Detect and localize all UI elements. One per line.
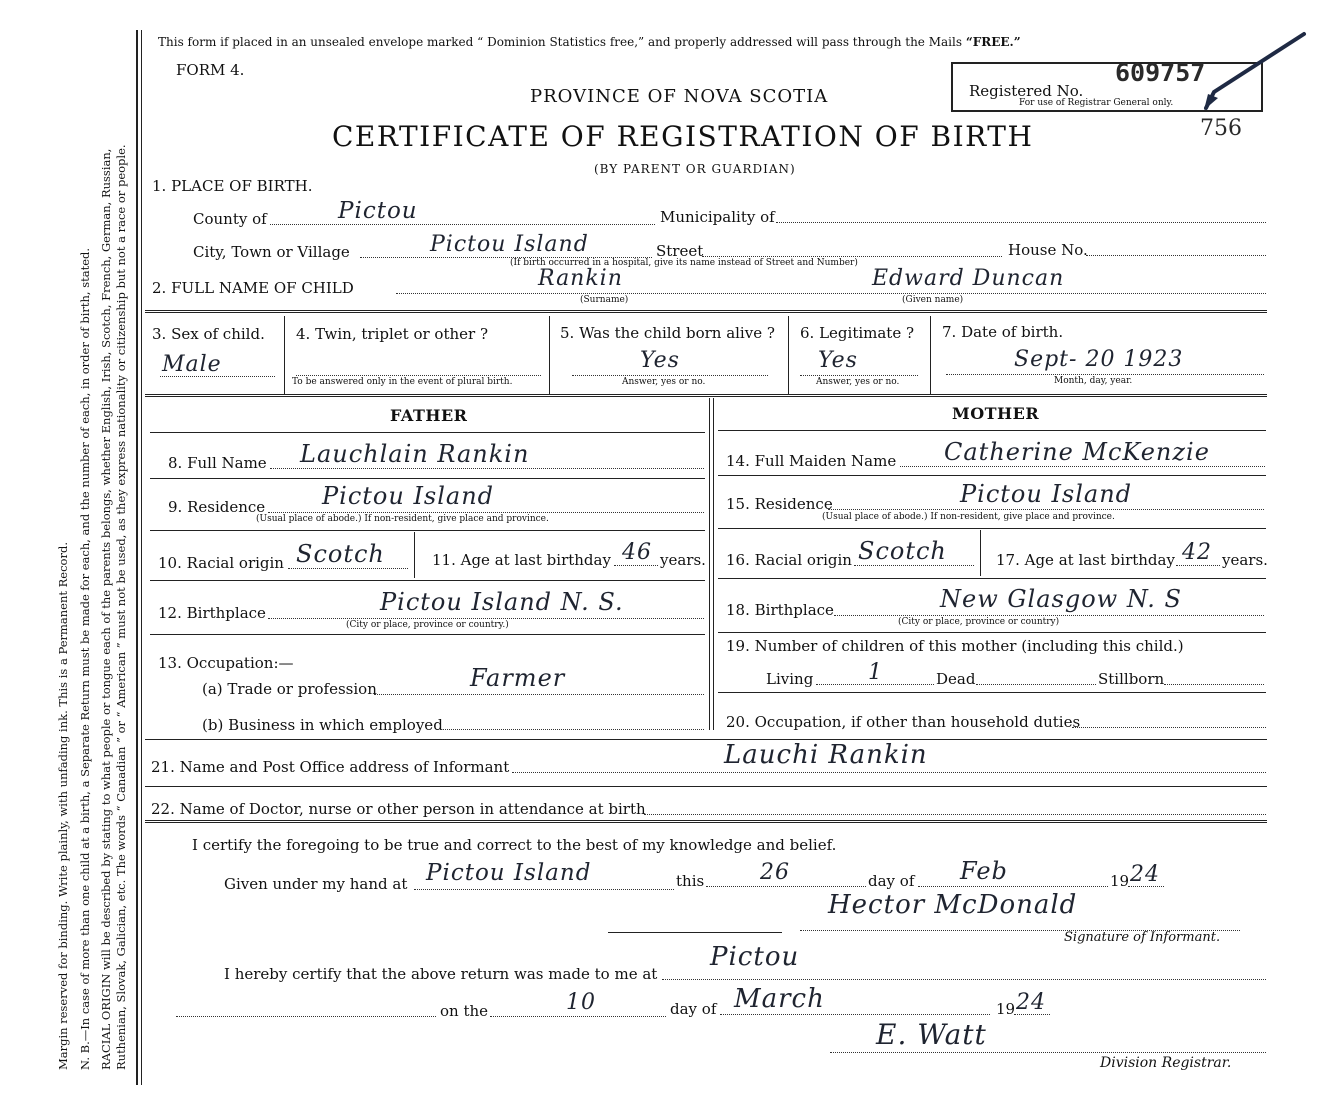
father-name-line [270, 468, 704, 469]
father-birthplace-caption: (City or place, province or country.) [346, 620, 509, 630]
binding-rule-inner [141, 30, 142, 1085]
municipality-label: Municipality of [660, 208, 775, 226]
alive-label: 5. Was the child born alive ? [560, 324, 775, 342]
dead-line [976, 684, 1096, 685]
dead-label: Dead [936, 670, 976, 688]
father-birthplace-line [268, 618, 704, 619]
mother-birthplace-line [834, 615, 1264, 616]
given-place-value: Pictou Island [426, 860, 592, 886]
trade-line [374, 694, 704, 695]
street-label: Street [656, 242, 704, 260]
alive-caption: Answer, yes or no. [622, 377, 706, 387]
informant-value: Lauchi Rankin [724, 740, 928, 770]
father-rule-0 [150, 432, 705, 433]
rule-after-row [145, 394, 1267, 397]
city-value: Pictou Island [430, 232, 589, 257]
legitimate-label: 6. Legitimate ? [800, 324, 915, 342]
province-heading: PROVINCE OF NOVA SCOTIA [530, 86, 829, 107]
registrar-signature: E. Watt [876, 1018, 987, 1051]
rule-after-doctor [145, 820, 1267, 823]
occupation-label: 13. Occupation:— [158, 654, 294, 672]
mother-years-label: years. [1222, 551, 1268, 569]
registrar-text: I hereby certify that the above return was made to me at [224, 965, 658, 983]
cell-div-1 [284, 316, 285, 394]
stillborn-label: Stillborn [1098, 670, 1165, 688]
mother-age-value: 42 [1182, 540, 1212, 565]
legitimate-caption: Answer, yes or no. [816, 377, 900, 387]
mother-rule-1 [718, 475, 1266, 476]
mother-racial-value: Scotch [858, 537, 947, 565]
mother-racial-label: 16. Racial origin [726, 551, 852, 569]
house-label: House No. [1008, 241, 1088, 259]
day-of-label: day of [868, 872, 915, 890]
father-racial-label: 10. Racial origin [158, 554, 284, 572]
father-racial-line [288, 568, 408, 569]
mother-age-label: 17. Age at last birthday [996, 551, 1175, 569]
mother-rule-2 [718, 528, 1266, 529]
cell-div-3 [788, 316, 789, 394]
rule-after-informant [145, 786, 1267, 787]
sex-value: Male [162, 352, 222, 377]
certificate-title: CERTIFICATE OF REGISTRATION OF BIRTH [332, 120, 1034, 153]
parent-divider [709, 398, 710, 730]
living-value: 1 [868, 660, 883, 685]
dob-line [946, 374, 1264, 375]
father-residence-caption: (Usual place of abode.) If non-resident, give place and province. [256, 514, 549, 524]
mother-residence-value: Pictou Island [960, 480, 1133, 508]
informant-label: 21. Name and Post Office address of Informant [151, 758, 510, 776]
mother-birthplace-label: 18. Birthplace [726, 601, 834, 619]
doctor-line [644, 814, 1266, 815]
doctor-label: 22. Name of Doctor, nurse or other person in attendance at birth [151, 800, 646, 818]
municipality-line [776, 222, 1266, 223]
father-residence-label: 9. Residence [168, 498, 266, 516]
sex-label: 3. Sex of child. [152, 325, 265, 343]
registered-note: For use of Registrar General only. [1019, 98, 1174, 108]
alive-value: Yes [640, 348, 680, 373]
registered-label: Registered No. [969, 82, 1084, 100]
father-race-divider [414, 532, 415, 578]
stillborn-line [1164, 684, 1264, 685]
informant-sig-line [608, 932, 782, 933]
on-the-label: on the [440, 1002, 489, 1020]
given-place-line [414, 889, 674, 890]
father-birthplace-label: 12. Birthplace [158, 604, 266, 622]
father-birthplace-value: Pictou Island N. S. [380, 588, 624, 616]
reg-day-line [490, 1016, 666, 1017]
father-name-value: Lauchlain Rankin [300, 440, 530, 468]
certify-text: I certify the foregoing to be true and correct to the best of my knowledge and belief. [192, 836, 837, 854]
county-line [270, 224, 655, 225]
this-label: this [676, 872, 705, 890]
dob-value: Sept- 20 1923 [1014, 347, 1184, 372]
given-caption: (Given name) [902, 295, 964, 305]
registrar-place-line [662, 979, 1266, 980]
side-number: 756 [1200, 116, 1242, 141]
mother-rule-3 [718, 578, 1266, 579]
mother-heading: MOTHER [952, 404, 1040, 423]
reg-year-prefix: 19 [996, 1000, 1016, 1018]
informant-signature: Hector McDonald [828, 890, 1078, 920]
mother-occupation-line [1072, 727, 1266, 728]
twin-label: 4. Twin, triplet or other ? [296, 325, 488, 343]
child-given-name: Edward Duncan [872, 266, 1065, 291]
dob-label: 7. Date of birth. [942, 323, 1064, 341]
mother-rule-0 [718, 430, 1266, 431]
house-line [1086, 255, 1266, 256]
mother-birthplace-value: New Glasgow N. S [940, 585, 1182, 613]
registrar-place-value: Pictou [710, 942, 800, 972]
mother-rule-4 [718, 632, 1266, 633]
father-age-label: 11. Age at last birthday [432, 551, 611, 569]
registrar-sig-line [830, 1052, 1266, 1053]
informant-sig-caption: Signature of Informant. [1064, 930, 1221, 945]
reg-year-line [1014, 1014, 1050, 1015]
margin-binding-note: Margin reserved for binding. Write plainly, with unfading ink. This is a Permanent Record. [56, 542, 70, 1070]
year-line [1128, 886, 1164, 887]
street-line [702, 256, 1002, 257]
day-value: 26 [760, 860, 790, 885]
father-residence-line [268, 512, 704, 513]
mother-occupation-label: 20. Occupation, if other than household duties [726, 713, 1081, 731]
legitimate-value: Yes [818, 348, 858, 373]
mother-birthplace-caption: (City or place, province or country) [898, 617, 1060, 627]
mother-residence-caption: (Usual place of abode.) If non-resident, give place and province. [822, 512, 1115, 522]
twin-line [296, 375, 541, 376]
rule-after-name [145, 310, 1267, 313]
reg-day-of-label: day of [670, 1000, 717, 1018]
given-label: Given under my hand at [224, 875, 408, 893]
city-label: City, Town or Village [193, 243, 350, 261]
margin-racial-note-1: RACIAL ORIGIN will be described by stating to what people or tongue each of the parents belongs, whether English, Irish, Scotch, French, German, Russian, [99, 148, 113, 1070]
business-line [440, 729, 704, 730]
father-rule-3 [150, 580, 705, 581]
mother-residence-label: 15. Residence [726, 495, 833, 513]
trade-value: Farmer [470, 664, 566, 692]
parent-divider-2 [713, 398, 714, 730]
cell-div-2 [549, 316, 550, 394]
reg-month-line [720, 1014, 990, 1015]
surname-caption: (Surname) [580, 295, 629, 305]
living-label: Living [766, 670, 814, 688]
place-of-birth-heading: 1. PLACE OF BIRTH. [152, 177, 313, 195]
father-residence-value: Pictou Island [322, 482, 495, 510]
month-line [918, 886, 1108, 887]
certificate-subtitle: (BY PARENT OR GUARDIAN) [594, 162, 796, 176]
father-age-line [614, 565, 658, 566]
twin-note: To be answered only in the event of plural birth. [292, 377, 513, 387]
father-rule-4 [150, 634, 705, 635]
check-mark-icon [1200, 28, 1312, 113]
legitimate-line [800, 375, 918, 376]
margin-nb-note: N. B.—In case of more than one child at a birth, a Separate Return must be made for each, and the number of each, in order of birth, stated. [78, 247, 92, 1070]
mother-name-value: Catherine McKenzie [944, 438, 1210, 466]
children-label: 19. Number of children of this mother (including this child.) [726, 637, 1184, 655]
hospital-note: (If birth occurred in a hospital, give its name instead of Street and Number) [510, 258, 858, 268]
father-name-label: 8. Full Name [168, 454, 267, 472]
father-heading: FATHER [390, 406, 468, 425]
binding-rule [136, 30, 138, 1085]
reg-day-value: 10 [566, 990, 596, 1015]
year-prefix: 19 [1110, 872, 1130, 890]
father-rule-1 [150, 478, 705, 479]
child-name-line [396, 293, 1266, 294]
father-rule-2 [150, 530, 705, 531]
mother-race-divider [980, 530, 981, 576]
mother-rule-5 [718, 692, 1266, 693]
margin-racial-note-2: Ruthenian, Slovak, Galician, etc. The words “ Canadian ” or “ American ” must not be used, as they express nationality or citizenship but not a race or people. [114, 144, 128, 1070]
mother-age-line [1176, 565, 1220, 566]
mother-name-label: 14. Full Maiden Name [726, 452, 897, 470]
mother-name-line [900, 466, 1265, 467]
reg-month-value: March [734, 984, 825, 1014]
rule-after-parents [145, 739, 1267, 740]
county-value: Pictou [338, 198, 418, 224]
year-value: 24 [1130, 862, 1160, 887]
mother-residence-line [828, 509, 1264, 510]
registered-number: 609757 [1115, 58, 1206, 87]
informant-line [512, 772, 1266, 773]
mother-racial-line [854, 565, 974, 566]
dob-caption: Month, day, year. [1054, 376, 1133, 386]
alive-line [572, 375, 768, 376]
month-value: Feb [960, 857, 1008, 885]
county-label: County of [193, 210, 267, 228]
father-age-value: 46 [622, 540, 652, 565]
registrar-first-line [176, 1016, 436, 1017]
child-name-label: 2. FULL NAME OF CHILD [152, 279, 354, 297]
day-line [706, 886, 866, 887]
child-surname: Rankin [538, 266, 623, 291]
mail-notice: This form if placed in an unsealed envelope marked “ Dominion Statistics free,” and properly addressed will pass through the Mails “FREE.” [158, 35, 1021, 49]
reg-year-value: 24 [1016, 990, 1046, 1015]
form-number: FORM 4. [176, 61, 245, 79]
registrar-caption: Division Registrar. [1100, 1055, 1232, 1071]
business-label: (b) Business in which employed [202, 716, 443, 734]
cell-div-4 [930, 316, 931, 394]
father-racial-value: Scotch [296, 540, 385, 568]
father-years-label: years. [660, 551, 706, 569]
trade-label: (a) Trade or profession [202, 680, 377, 698]
